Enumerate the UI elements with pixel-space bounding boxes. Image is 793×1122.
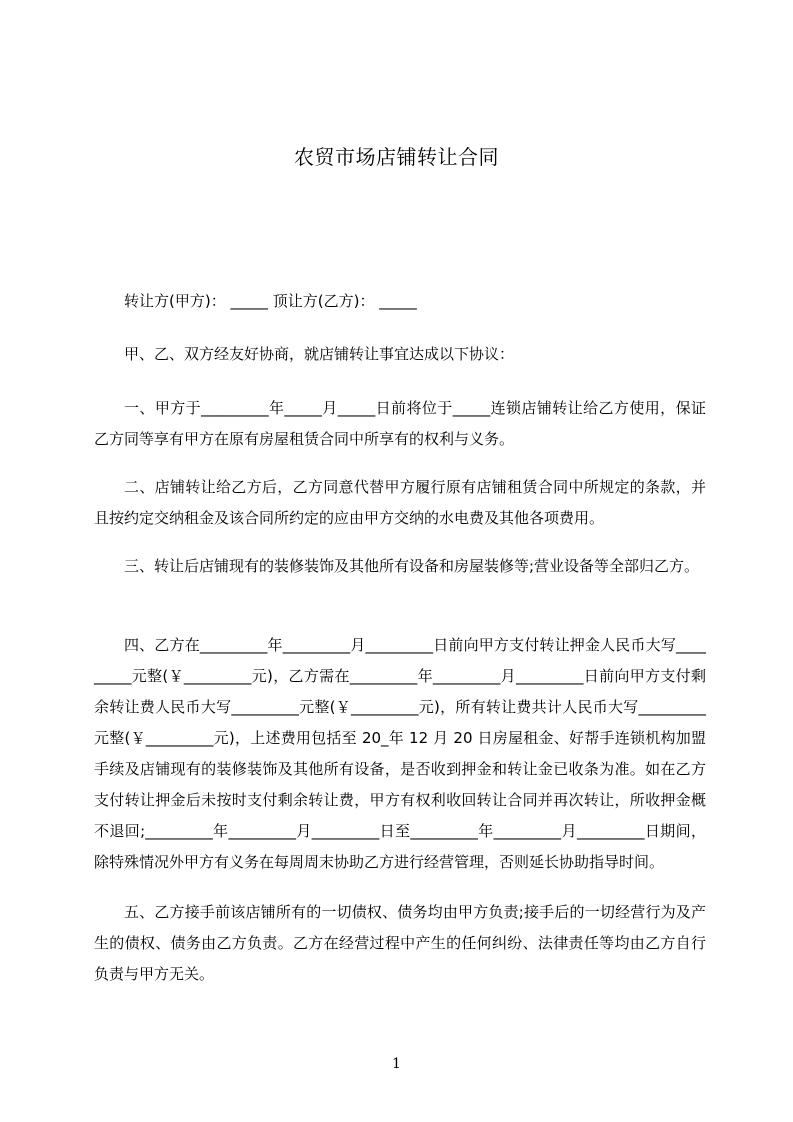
clause-2: 二、店铺转让给乙方后，乙方同意代替甲方履行原有店铺租赁合同中所规定的条款，并且按约定交纳租金及该合同所约定的应由甲方交纳的水电费及其他各项费用。 (94, 478, 706, 527)
clause-3: 三、转让后店铺现有的装修装饰及其他所有设备和房屋装修等;营业设备等全部归乙方。 (124, 557, 700, 575)
clause-4: 四、乙方在_________年_________月_________日前向甲方支付转让押金人民币大写_________元整(￥_________元)，乙方需在_________年_________月_________日前向甲方支付剩余转让费人民币大写_________元整(￥_________元)，所有转让费共计人民币大写_________元整(￥_________元)，上述费用包括至 20_年 12 月 20 日房屋租金、好帮手连锁机构加盟手续及店铺现有的装修装饰及其他所有设备，是否收到押金和转让金已收条为准。如在乙方支付转让押金后未按时支付剩余转让费，甲方有权利收回转让合同并再次转让，所收押金概不退回;_________年_________月_________日至_________年_________月_________日期间，除特殊情况外甲方有义务在每周周末协助乙方进行经营管理，否则延长协助指导时间。 (94, 636, 706, 871)
page-number: 1 (392, 1056, 401, 1072)
parties-line: 转让方(甲方)： _____ 顶让方(乙方)： _____ (124, 292, 417, 310)
intro-paragraph: 甲、乙、双方经友好协商，就店铺转让事宜达成以下协议： (124, 345, 515, 363)
clause-5: 五、乙方接手前该店铺所有的一切债权、债务均由甲方负责;接手后的一切经营行为及产生的债权、债务由乙方负责。乙方在经营过程中产生的任何纠纷、法律责任等均由乙方自行负责与甲方无关。 (94, 903, 706, 983)
clause-1: 一、甲方于_________年_____月_____日前将位于_____连锁店铺转让给乙方使用，保证乙方同等享有甲方在原有房屋租赁合同中所享有的权利与义务。 (94, 399, 706, 448)
document-title: 农贸市场店铺转让合同 (294, 145, 499, 169)
